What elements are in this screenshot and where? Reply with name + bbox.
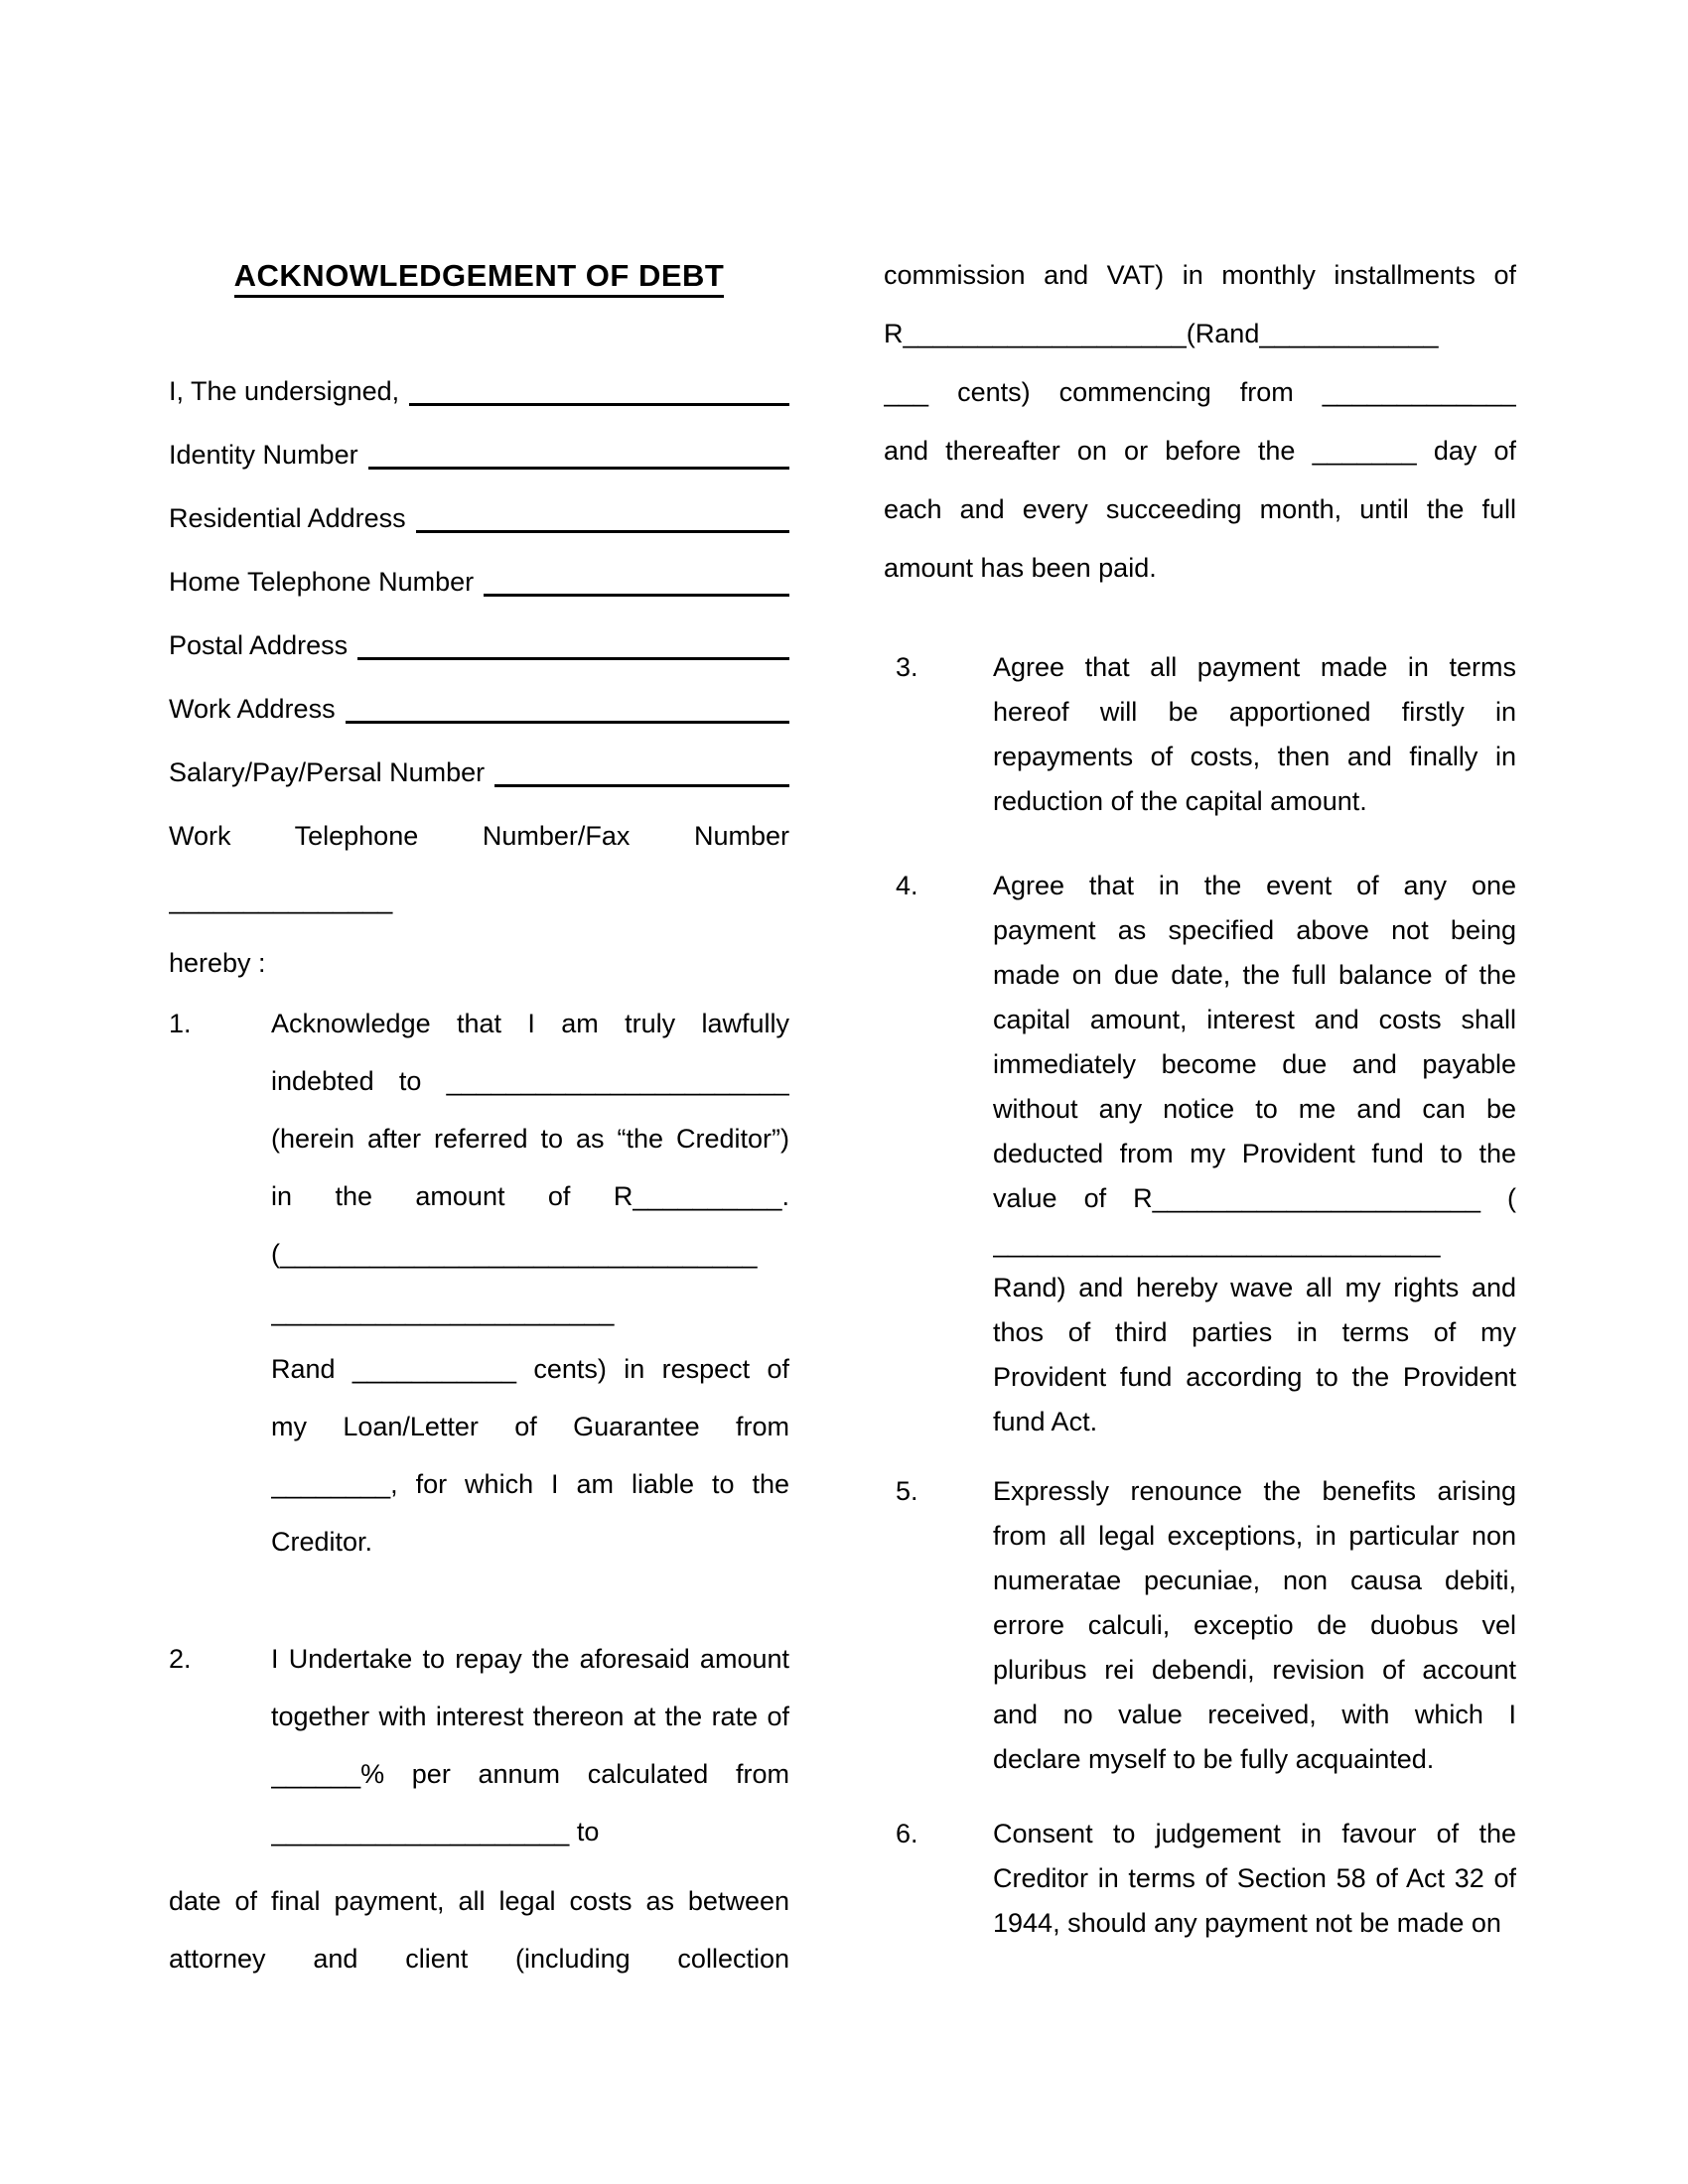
text-line: made on due date, the full balance of the	[993, 960, 1516, 990]
item-body	[271, 995, 789, 1570]
text-line: attorney and client (including collection	[169, 1944, 789, 1974]
text-line: Provident fund according to the Provident	[993, 1362, 1516, 1392]
numbered-item	[169, 1630, 789, 1860]
item-body	[993, 864, 1516, 1444]
text-line: R___________________(Rand____________	[884, 319, 1439, 348]
text-line: payment as specified above not being	[993, 915, 1516, 945]
blank-underline	[494, 784, 789, 787]
text-line: Creditor in terms of Section 58 of Act 32 of	[993, 1863, 1516, 1893]
right-items-section	[884, 645, 1516, 1946]
item-number: 6.	[896, 1819, 918, 1848]
numbered-item	[169, 995, 789, 1570]
text-line: numeratae pecuniae, non causa debiti,	[993, 1566, 1516, 1595]
numbered-item	[884, 1812, 1516, 1946]
form-field-line	[169, 677, 789, 741]
text-line: in the amount of R__________.	[271, 1181, 789, 1211]
form-fields-section	[169, 359, 789, 995]
field-label: Work Address	[169, 694, 336, 724]
text-line: indebted to _______________________	[271, 1066, 789, 1096]
text-line: errore calculi, exceptio de duobus vel	[993, 1610, 1516, 1640]
numbered-item	[884, 645, 1516, 824]
text-line: (herein after referred to as “the Creditor”)	[271, 1124, 789, 1154]
form-field-line	[169, 423, 789, 486]
document-title-text: ACKNOWLEDGEMENT OF DEBT	[234, 258, 725, 298]
form-field-line	[169, 741, 789, 804]
text-line: and no value received, with which I	[993, 1700, 1516, 1729]
text-line: capital amount, interest and costs shall	[993, 1005, 1516, 1034]
text-line: hereof will be apportioned firstly in	[993, 697, 1516, 727]
text-line: reduction of the capital amount.	[993, 786, 1367, 816]
text-line: Agree that all payment made in terms	[993, 652, 1516, 682]
blank-underline	[416, 530, 789, 533]
item-body	[993, 1469, 1516, 1782]
text-line: commission and VAT) in monthly installments of	[884, 260, 1516, 290]
item-number: 2.	[169, 1644, 192, 1674]
text-line: amount has been paid.	[884, 553, 1157, 583]
text-line: date of final payment, all legal costs as between	[169, 1886, 789, 1916]
text-line: Acknowledge that I am truly lawfully	[271, 1009, 789, 1038]
field-label: Residential Address	[169, 503, 406, 533]
text-line: my Loan/Letter of Guarantee from	[271, 1412, 789, 1441]
paragraph-continuation-top	[884, 246, 1516, 598]
item-number: 1.	[169, 1009, 192, 1038]
text-line: Agree that in the event of any one	[993, 871, 1516, 900]
numbered-item	[884, 1469, 1516, 1782]
text-line: ________, for which I am liable to the	[271, 1469, 789, 1499]
item-number: 3.	[896, 652, 918, 682]
paragraph-continuation	[169, 1872, 789, 1987]
text-line: together with interest thereon at the rate of	[271, 1702, 789, 1731]
text-line: ______% per annum calculated from	[271, 1759, 789, 1789]
text-line: (________________________________	[271, 1239, 758, 1269]
text-line: Expressly renounce the benefits arising	[993, 1476, 1516, 1506]
text-line: Work Telephone Number/Fax Number	[169, 821, 789, 851]
text-line: declare myself to be fully acquainted.	[993, 1744, 1435, 1774]
text-line: _______________	[169, 885, 393, 914]
item-body	[993, 1812, 1516, 1946]
text-line: Rand) and hereby wave all my rights and	[993, 1273, 1516, 1302]
text-line: 1944, should any payment not be made on	[993, 1908, 1501, 1938]
text-line: repayments of costs, then and finally in	[993, 742, 1516, 771]
text-line: _______________________	[271, 1297, 615, 1326]
right-column	[884, 0, 1516, 1946]
text-line: immediately become due and payable	[993, 1049, 1516, 1079]
text-line: Rand ___________ cents) in respect of	[271, 1354, 789, 1384]
text-line: Consent to judgement in favour of the	[993, 1819, 1516, 1848]
text-line: ____________________ to	[271, 1817, 600, 1846]
text-line: ______________________________	[993, 1228, 1441, 1258]
text-line: each and every succeeding month, until the full	[884, 494, 1516, 524]
form-field-line	[169, 614, 789, 677]
text-line: without any notice to me and can be	[993, 1094, 1516, 1124]
field-label: Home Telephone Number	[169, 567, 475, 597]
left-column	[169, 0, 789, 1987]
blank-underline	[357, 657, 789, 660]
item-body	[271, 1630, 789, 1860]
text-line: fund Act.	[993, 1407, 1098, 1436]
item-number: 4.	[896, 871, 918, 900]
form-field-line	[169, 486, 789, 550]
form-field-line	[169, 359, 789, 423]
blank-underline	[346, 721, 789, 724]
text-line: and thereafter on or before the _______ day of	[884, 436, 1516, 466]
text-line: pluribus rei debendi, revision of account	[993, 1655, 1516, 1685]
text-line: thos of third parties in terms of my	[993, 1317, 1516, 1347]
blank-underline	[368, 467, 789, 470]
form-field-line	[169, 550, 789, 614]
numbered-item	[884, 864, 1516, 1444]
text-line: Creditor.	[271, 1527, 373, 1557]
left-items-section	[169, 995, 789, 1860]
text-line: value of R______________________ (	[993, 1183, 1516, 1213]
text-line: deducted from my Provident fund to the	[993, 1139, 1516, 1168]
blank-underline	[484, 594, 789, 597]
document-title	[169, 254, 789, 298]
blank-underline	[409, 403, 789, 406]
field-label: Postal Address	[169, 630, 349, 660]
field-label: I, The undersigned,	[169, 376, 400, 406]
item-body	[993, 645, 1516, 824]
item-number: 5.	[896, 1476, 918, 1506]
text-line: from all legal exceptions, in particular non	[993, 1521, 1516, 1551]
text-line: ___ cents) commencing from _____________	[884, 377, 1516, 407]
field-label: Salary/Pay/Persal Number	[169, 757, 486, 787]
text-line: hereby :	[169, 948, 266, 978]
field-label: Identity Number	[169, 440, 358, 470]
text-line: I Undertake to repay the aforesaid amount	[271, 1644, 789, 1674]
